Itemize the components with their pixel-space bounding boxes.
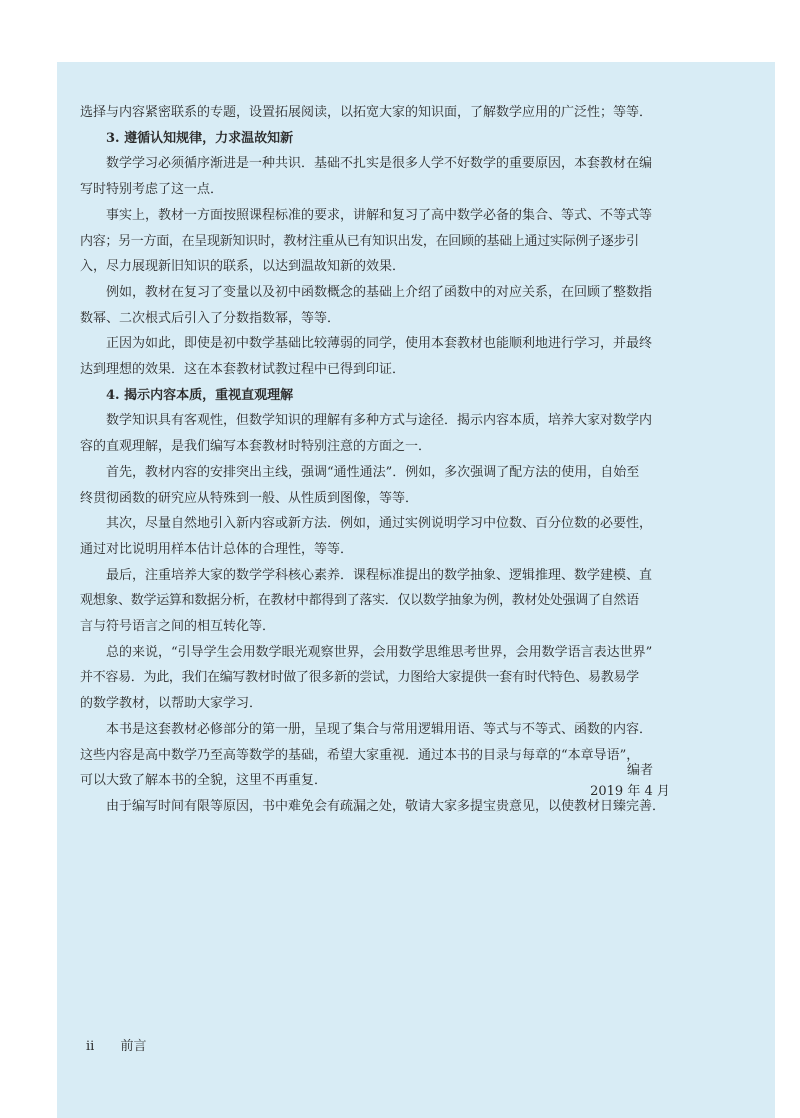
text-line: 并不容易．为此，我们在编写教材时做了很多新的尝试，力图给大家提供一套有时代特色、易教易学: [80, 670, 639, 686]
text-line: 内容；另一方面，在呈现新知识时，教材注重从已有知识出发，在回顾的基础上通过实际例子逐步引: [80, 233, 639, 249]
text-line: 达到理想的效果．这在本套教材试教过程中已得到印证．: [80, 362, 406, 378]
text-line: 这些内容是高中数学乃至高等数学的基础，希望大家重视．通过本书的目录与每章的“本章导语”，: [80, 747, 640, 763]
text-line: 通过对比说明用样本估计总体的合理性，等等．: [80, 541, 354, 557]
text-line: 数幂、二次根式后引入了分数指数幂，等等．: [80, 310, 341, 326]
body-text: [80, 100, 710, 820]
page-footer: [86, 1035, 168, 1054]
text-line: 可以大致了解本书的全貌，这里不再重复．: [80, 773, 328, 789]
text-line: 言与符号语言之间的相互转化等．: [80, 619, 276, 635]
text-line: 容的直观理解，是我们编写本套教材时特别注意的方面之一．: [80, 439, 432, 455]
text-line: 的数学教材，以帮助大家学习．: [80, 696, 263, 712]
section-heading: 3. 遵循认知规律，力求温故知新: [106, 130, 294, 146]
text-line: 例如，教材在复习了变量以及初中函数概念的基础上介绍了函数中的对应关系，在回顾了整数指: [106, 284, 653, 300]
text-line: 最后，注重培养大家的数学学科核心素养．课程标准提出的数学抽象、逻辑推理、数学建模、直: [106, 567, 653, 583]
text-line: 数学学习必须循序渐进是一种共识．基础不扎实是很多人学不好数学的重要原因，本套教材在编: [106, 156, 653, 172]
text-line: 由于编写时间有限等原因，书中难免会有疏漏之处，敬请大家多提宝贵意见，以使教材日臻完善．: [106, 798, 666, 814]
text-line: 观想象、数学运算和数据分析，在教材中都得到了落实．仅以数学抽象为例，教材处处强调了自然语: [80, 593, 639, 609]
page-number: ii: [86, 1039, 95, 1054]
footer-section: 前言: [120, 1039, 147, 1054]
text-line: 本书是这套教材必修部分的第一册，呈现了集合与常用逻辑用语、等式与不等式、函数的内容．: [106, 721, 653, 737]
signature-author: 编者: [626, 763, 653, 778]
text-line: 终贯彻函数的研究应从特殊到一般、从性质到图像，等等．: [80, 490, 419, 506]
text-line: 事实上，教材一方面按照课程标准的要求，讲解和复习了高中数学必备的集合、等式、不等式等: [106, 207, 653, 223]
text-line: 数学知识具有客观性，但数学知识的理解有多种方式与途径．揭示内容本质，培养大家对数学内: [106, 413, 653, 429]
text-line: 选择与内容紧密联系的专题，设置拓展阅读，以拓宽大家的知识面，了解数学应用的广泛性；等等．: [80, 105, 653, 120]
text-line: 写时特别考虑了这一点．: [80, 182, 224, 198]
text-line: 入，尽力展现新旧知识的联系，以达到温故知新的效果．: [80, 259, 406, 275]
text-line: 其次，尽量自然地引入新内容或新方法．例如，通过实例说明学习中位数、百分位数的必要性，: [106, 516, 653, 532]
text-line: 正因为如此，即使是初中数学基础比较薄弱的同学，使用本套教材也能顺利地进行学习，并最终: [106, 336, 653, 352]
signature-date: 2019 年 4 月: [590, 784, 670, 799]
text-line: 首先，教材内容的安排突出主线，强调“通性通法”．例如，多次强调了配方法的使用，自始至: [106, 464, 640, 480]
section-heading: 4. 揭示内容本质，重视直观理解: [106, 387, 294, 403]
text-line: 总的来说，“引导学生会用数学眼光观察世界，会用数学思维思考世界，会用数学语言表达世界”: [106, 644, 653, 660]
